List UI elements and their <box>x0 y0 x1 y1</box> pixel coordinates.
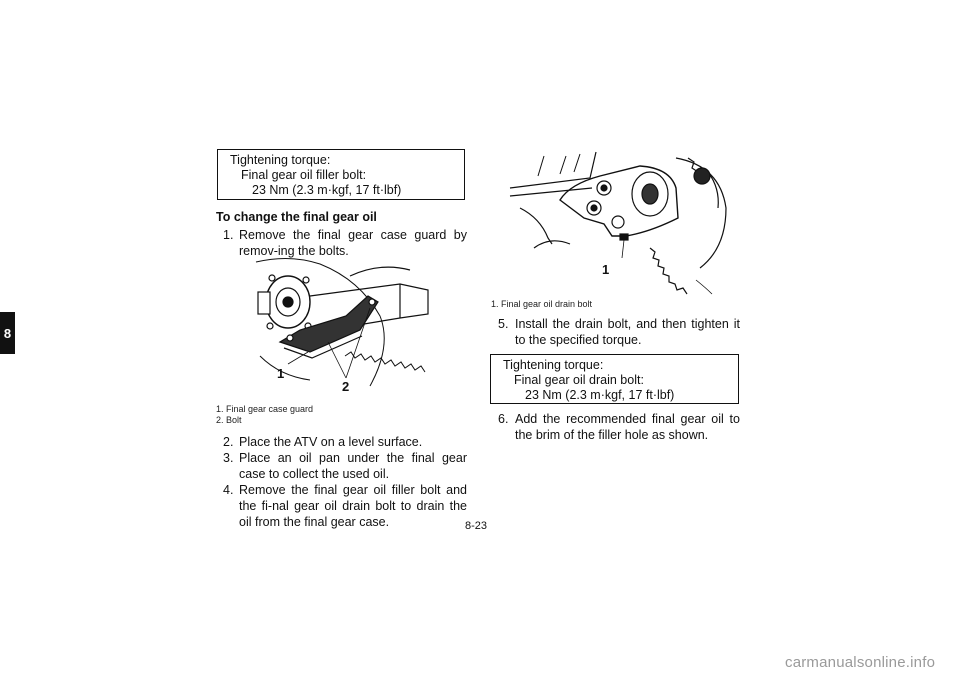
figure1-caption-2: 2. Bolt <box>216 415 242 425</box>
step-number: 6. <box>498 412 509 426</box>
step-5 <box>498 316 740 350</box>
step-number: 4. <box>223 483 234 497</box>
step-text: Add the recommended final gear oil to the brim of the filler hole as shown. <box>515 412 740 442</box>
step-text: Place the ATV on a level surface. <box>239 435 423 449</box>
torque-box-item: Final gear oil drain bolt: <box>514 373 644 387</box>
callout-2: 2 <box>342 379 350 394</box>
page-number: 8-23 <box>465 520 488 532</box>
torque-box-item: Final gear oil filler bolt: <box>241 168 367 182</box>
torque-box-value: 23 Nm (2.3 m·kgf, 17 ft·lbf) <box>525 388 675 402</box>
step-4 <box>223 482 467 532</box>
step-2 <box>223 434 467 450</box>
callout-1: 1 <box>277 366 285 381</box>
step-text: Remove the final gear case guard by remov-ing the bolts. <box>239 228 467 258</box>
torque-box-drain <box>490 354 739 404</box>
step-3 <box>223 450 467 484</box>
step-6 <box>498 411 740 445</box>
torque-box-title: Tightening torque: <box>230 153 331 167</box>
callout-1: 1 <box>602 262 610 277</box>
step-number: 3. <box>223 451 234 465</box>
chapter-tab <box>0 312 15 354</box>
step-text: Remove the final gear oil filler bolt and the fi-nal gear oil drain bolt to drain the oil from the final gear case. <box>239 483 467 529</box>
torque-box-value: 23 Nm (2.3 m·kgf, 17 ft·lbf) <box>252 183 402 197</box>
figure1-caption-1: 1. Final gear case guard <box>216 404 314 414</box>
step-text: Place an oil pan under the final gear case to collect the used oil. <box>239 451 467 481</box>
torque-box-title: Tightening torque: <box>503 358 604 372</box>
torque-box-filler <box>217 149 465 200</box>
watermark-link[interactable]: carmanualsonline.info <box>785 654 936 671</box>
chapter-number: 8 <box>3 325 12 341</box>
section-heading: To change the final gear oil <box>216 210 377 224</box>
step-number: 1. <box>223 228 234 242</box>
figure-gear-case-guard <box>250 256 440 398</box>
step-number: 5. <box>498 317 509 331</box>
figure2-caption-1: 1. Final gear oil drain bolt <box>491 299 593 309</box>
figure-drain-bolt <box>500 148 730 298</box>
step-text: Install the drain bolt, and then tighten it to the specified torque. <box>515 317 740 347</box>
step-number: 2. <box>223 435 234 449</box>
